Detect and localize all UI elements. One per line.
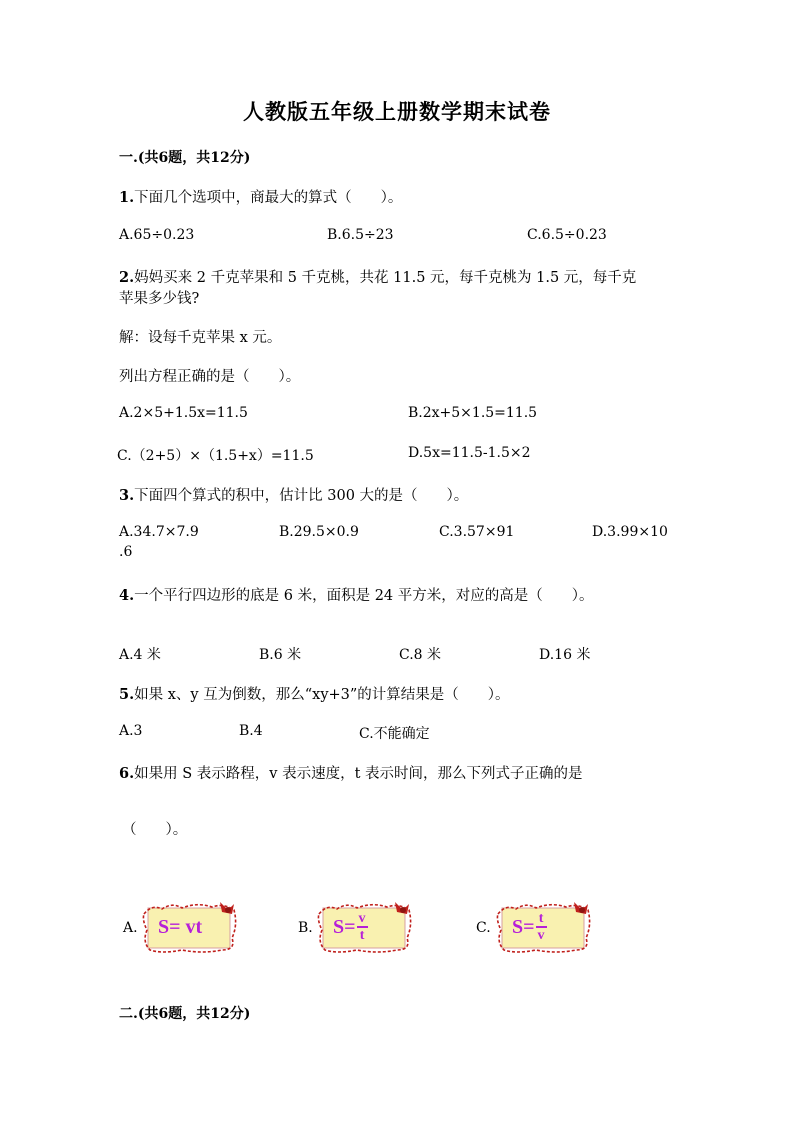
- q2-option-b[interactable]: B.2x+5×1.5=11.5: [408, 405, 538, 421]
- q3-option-b[interactable]: B.29.5×0.9: [279, 524, 359, 540]
- q6-option-b-image[interactable]: [317, 900, 413, 954]
- question-number: 4.: [119, 587, 135, 604]
- q6-option-a-label[interactable]: A.: [123, 920, 138, 936]
- question-6: [119, 762, 583, 783]
- section-heading-1: 一.(共6题，共12分): [119, 150, 251, 166]
- q4-option-c[interactable]: C.8 米: [399, 647, 442, 663]
- q2-option-c[interactable]: C.（2+5）×（1.5+x）=11.5: [117, 448, 314, 464]
- fraction: $\frac{v}{t}$: [358, 911, 366, 943]
- q2-option-a[interactable]: A.2×5+1.5x=11.5: [119, 405, 248, 421]
- q6-option-a-image[interactable]: [142, 900, 238, 954]
- question-text: 一个平行四边形的底是 6 米，面积是 24 平方米，对应的高是（ ）。: [134, 588, 594, 604]
- question-5: [119, 683, 510, 704]
- q5-option-b[interactable]: B.4: [239, 723, 263, 739]
- q3-option-a[interactable]: A.34.7×7.9: [119, 524, 199, 540]
- question-number: 5.: [119, 686, 135, 703]
- formula-s-vt: S= vt: [158, 915, 203, 938]
- q3-option-c[interactable]: C.3.57×91: [439, 524, 515, 540]
- question-number: 6.: [119, 765, 135, 782]
- q6-answer-blank: （ ）。: [122, 822, 188, 838]
- question-text: 如果用 S 表示路程，v 表示速度，t 表示时间，那么下列式子正确的是: [134, 766, 583, 782]
- question-2-line2: 苹果多少钱?: [119, 291, 200, 307]
- formula-s-v-over-t: S= $\frac{v}{t}$: [333, 911, 366, 943]
- q2-solve-line: 解：设每千克苹果 x 元。: [119, 330, 282, 346]
- page-title: 人教版五年级上册数学期末试卷: [243, 99, 551, 124]
- q5-option-a[interactable]: A.3: [119, 723, 143, 739]
- question-text: 妈妈买来 2 千克苹果和 5 千克桃，共花 11.5 元，每千克桃为 1.5 元，每千克: [134, 270, 637, 286]
- question-number: 2.: [119, 269, 135, 286]
- q4-option-b[interactable]: B.6 米: [259, 647, 302, 663]
- question-text: 下面四个算式的积中，估计比 300 大的是（ ）。: [134, 488, 469, 504]
- q3-option-d-wrap: .6: [119, 544, 133, 560]
- q4-option-a[interactable]: A.4 米: [119, 647, 161, 663]
- question-2: [119, 266, 636, 287]
- question-1: [119, 186, 402, 207]
- q6-option-c-label[interactable]: C.: [476, 920, 491, 936]
- q5-option-c[interactable]: C.不能确定: [359, 726, 430, 742]
- question-number: 3.: [119, 487, 135, 504]
- question-text: 下面几个选项中，商最大的算式（ ）。: [134, 190, 403, 206]
- q1-option-a[interactable]: A.65÷0.23: [119, 227, 195, 243]
- question-3: [119, 484, 468, 505]
- question-4: [119, 584, 594, 605]
- q2-prompt: 列出方程正确的是（ ）。: [119, 369, 301, 385]
- q4-option-d[interactable]: D.16 米: [539, 647, 591, 663]
- question-number: 1.: [119, 189, 135, 206]
- q3-option-d[interactable]: D.3.99×10: [592, 524, 668, 540]
- q6-option-c-image[interactable]: [496, 900, 592, 954]
- q1-option-b[interactable]: B.6.5÷23: [327, 227, 394, 243]
- q1-option-c[interactable]: C.6.5÷0.23: [527, 227, 607, 243]
- q6-option-b-label[interactable]: B.: [298, 920, 313, 936]
- fraction: $\frac{t}{v}$: [537, 911, 545, 943]
- q2-option-d[interactable]: D.5x=11.5-1.5×2: [408, 445, 531, 461]
- section-heading-2: 二.(共6题，共12分): [119, 1006, 251, 1022]
- question-text: 如果 x、y 互为倒数，那么“xy+3”的计算结果是（ ）。: [134, 687, 510, 703]
- formula-s-t-over-v: S= $\frac{t}{v}$: [512, 911, 545, 943]
